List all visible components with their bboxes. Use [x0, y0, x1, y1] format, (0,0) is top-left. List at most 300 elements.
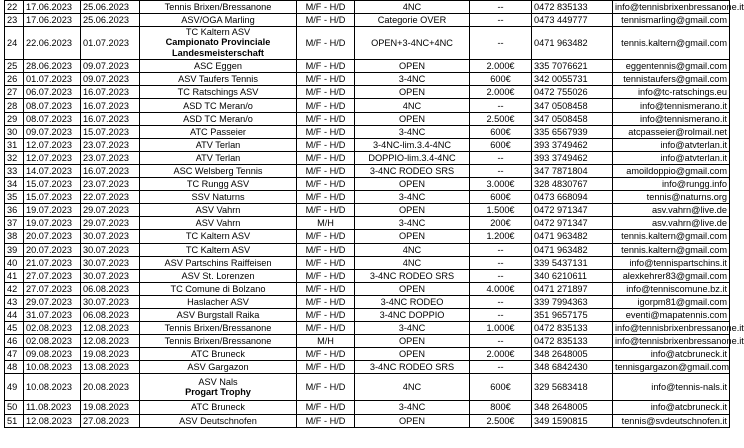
email-cell: [613, 125, 730, 138]
start-date-cell: [24, 73, 81, 86]
start-date-text: 12.08.2023: [26, 415, 72, 426]
phone-cell: [532, 204, 613, 217]
category-cell: [297, 14, 355, 27]
tournament-type-cell: [355, 335, 470, 348]
start-date-cell: [24, 112, 81, 125]
category-text: M/F - H/D: [305, 244, 346, 255]
category-cell: [297, 361, 355, 374]
prize-value: --: [497, 362, 504, 373]
prize-value: --: [497, 270, 504, 281]
category-cell: [297, 322, 355, 335]
category-text: M/F - H/D: [305, 283, 346, 294]
email-text[interactable]: eventi@mapatennis.com: [625, 310, 727, 321]
category-text: M/F - H/D: [305, 2, 346, 13]
prize-money-cell: [470, 204, 532, 217]
prize-money-cell: [470, 374, 532, 401]
email-text[interactable]: info@tennis-nals.it: [651, 382, 727, 393]
email-text[interactable]: info@rungg.info: [661, 179, 727, 190]
end-date-cell: [81, 151, 140, 164]
tournament-type-text: OPEN: [398, 87, 426, 98]
end-date-cell: [81, 86, 140, 99]
prize-value: --: [497, 2, 504, 13]
category-text: M/F - H/D: [305, 38, 346, 49]
tournament-type-text: 3-4NC-lim.3.4-4NC: [372, 139, 452, 150]
tournament-type-text: 3-4NC RODEO SRS: [369, 270, 455, 281]
table-row: [5, 112, 730, 125]
row-number-cell: [5, 295, 24, 308]
tournament-type-text: 4NC: [402, 2, 422, 13]
tournament-type-text: OPEN: [398, 415, 426, 426]
prize-value: --: [497, 257, 504, 268]
prize-money-cell: [470, 282, 532, 295]
tournament-type-cell: [355, 401, 470, 414]
email-cell: [613, 60, 730, 73]
club-cell: [140, 217, 297, 230]
end-date-cell: [81, 335, 140, 348]
row-number-text: 42: [7, 283, 18, 294]
start-date-cell: [24, 125, 81, 138]
start-date-text: 10.08.2023: [26, 362, 72, 373]
email-text[interactable]: info@atvterlan.it: [660, 152, 727, 163]
prize-value: 4.000€: [486, 283, 515, 294]
category-cell: [297, 217, 355, 230]
email-cell: [613, 295, 730, 308]
end-date-text: 30.07.2023: [83, 244, 129, 255]
table-row: [5, 243, 730, 256]
start-date-cell: [24, 308, 81, 321]
email-text[interactable]: tennismarling@gmail.com: [621, 15, 727, 26]
club-name: Haslacher ASV: [187, 296, 249, 307]
email-cell: [613, 256, 730, 269]
phone-text: 347 0508458: [534, 113, 588, 124]
email-text[interactable]: info@atvterlan.it: [660, 139, 727, 150]
club-name: ASV Taufers Tennis: [178, 74, 258, 85]
email-text[interactable]: eggentennis@gmail.com: [625, 61, 727, 72]
email-cell: [613, 230, 730, 243]
row-number-cell: [5, 86, 24, 99]
table-row: [5, 164, 730, 177]
club-cell: [140, 178, 297, 191]
email-cell: [613, 27, 730, 60]
email-cell: [613, 414, 730, 427]
phone-text: 340 6210611: [534, 270, 587, 281]
category-text: M/F - H/D: [305, 139, 346, 150]
club-name: ASD TC Meran/o: [183, 113, 253, 124]
start-date-text: 08.07.2023: [26, 113, 72, 124]
phone-cell: [532, 27, 613, 60]
email-text[interactable]: info@tennisbrixenbressanone.it: [615, 2, 744, 13]
tournament-type-text: 3-4NC DOPPIO: [379, 310, 445, 321]
email-text[interactable]: alexkehrer83@gmail.com: [622, 270, 727, 281]
table-row: [5, 60, 730, 73]
phone-cell: [532, 1, 613, 14]
category-cell: [297, 138, 355, 151]
category-cell: [297, 112, 355, 125]
club-cell: [140, 282, 297, 295]
table-row: [5, 348, 730, 361]
row-number-cell: [5, 348, 24, 361]
tournament-type-cell: [355, 204, 470, 217]
tournament-type-cell: [355, 414, 470, 427]
end-date-text: 23.07.2023: [83, 139, 129, 150]
prize-money-cell: [470, 230, 532, 243]
email-text[interactable]: amoildoppio@gmail.com: [626, 165, 727, 176]
phone-text: 0472 835133: [534, 323, 588, 334]
table-row: [5, 230, 730, 243]
phone-cell: [532, 401, 613, 414]
club-name: ATV Terlan: [195, 152, 241, 163]
start-date-text: 17.06.2023: [26, 15, 72, 26]
table-row: [5, 414, 730, 427]
email-cell: [613, 348, 730, 361]
email-text[interactable]: info@tennispartschins.it: [629, 257, 727, 268]
row-number-cell: [5, 256, 24, 269]
category-cell: [297, 178, 355, 191]
phone-cell: [532, 112, 613, 125]
phone-text: 339 7994363: [534, 296, 588, 307]
category-text: M/F - H/D: [305, 362, 346, 373]
club-name: ATC Bruneck: [191, 402, 245, 413]
tournament-type-cell: [355, 348, 470, 361]
tournament-subtitle: Campionato Provinciale Landesmeisterschaft: [165, 37, 271, 59]
email-text[interactable]: asv.vahrn@live.de: [651, 205, 727, 216]
category-text: M/H: [317, 218, 334, 229]
phone-cell: [532, 243, 613, 256]
phone-cell: [532, 178, 613, 191]
tournament-type-text: 4NC: [402, 382, 422, 393]
prize-money-cell: [470, 295, 532, 308]
row-number-cell: [5, 112, 24, 125]
prize-value: --: [497, 38, 504, 49]
row-number-cell: [5, 230, 24, 243]
prize-value: --: [497, 15, 504, 26]
end-date-text: 25.06.2023: [83, 2, 129, 13]
category-cell: [297, 151, 355, 164]
prize-money-cell: [470, 151, 532, 164]
category-cell: [297, 335, 355, 348]
tournament-type-text: 4NC: [402, 257, 422, 268]
prize-money-cell: [470, 1, 532, 14]
end-date-text: 23.07.2023: [83, 152, 129, 163]
row-number-cell: [5, 414, 24, 427]
club-cell: [140, 243, 297, 256]
phone-text: 349 1590815: [534, 415, 588, 426]
table-row: [5, 138, 730, 151]
row-number-text: 32: [7, 152, 18, 163]
email-cell: [613, 86, 730, 99]
email-text[interactable]: info@tc-ratschings.eu: [638, 87, 727, 98]
email-cell: [613, 361, 730, 374]
end-date-text: 30.07.2023: [83, 296, 129, 307]
end-date-text: 30.07.2023: [83, 270, 129, 281]
start-date-text: 02.08.2023: [26, 336, 72, 347]
prize-value: --: [497, 165, 504, 176]
start-date-text: 27.07.2023: [26, 270, 72, 281]
start-date-text: 01.07.2023: [26, 74, 72, 85]
start-date-cell: [24, 86, 81, 99]
start-date-text: 19.07.2023: [26, 205, 72, 216]
start-date-text: 21.07.2023: [26, 257, 72, 268]
end-date-cell: [81, 27, 140, 60]
club-name: ASC Welsberg Tennis: [173, 165, 263, 176]
club-name: TC Kaltern ASV: [185, 27, 251, 38]
email-cell: [613, 243, 730, 256]
row-number-text: 48: [7, 362, 18, 373]
phone-cell: [532, 86, 613, 99]
prize-money-cell: [470, 269, 532, 282]
start-date-cell: [24, 60, 81, 73]
prize-value: --: [497, 296, 504, 307]
start-date-cell: [24, 230, 81, 243]
start-date-cell: [24, 414, 81, 427]
row-number-cell: [5, 243, 24, 256]
end-date-cell: [81, 308, 140, 321]
phone-text: 339 5437131: [534, 257, 588, 268]
tournament-table-body: [5, 1, 744, 428]
club-name: ASV Gargazon: [187, 362, 249, 373]
category-text: M/F - H/D: [305, 192, 346, 203]
email-text[interactable]: tennis@svdeutschnofen.it: [621, 415, 727, 426]
phone-cell: [532, 414, 613, 427]
email-text[interactable]: info@tennisbrixenbressanone.it: [615, 336, 744, 347]
email-text[interactable]: info@tenniscomune.bz.it: [626, 283, 727, 294]
prize-value: 1.200€: [486, 231, 515, 242]
phone-text: 0473 668094: [534, 192, 588, 203]
end-date-cell: [81, 243, 140, 256]
row-number-cell: [5, 204, 24, 217]
start-date-cell: [24, 217, 81, 230]
category-cell: [297, 414, 355, 427]
row-number-cell: [5, 191, 24, 204]
row-number-text: 24: [7, 38, 18, 49]
end-date-text: 06.08.2023: [83, 310, 129, 321]
club-name: Tennis Brixen/Bressanone: [164, 323, 272, 334]
email-text[interactable]: asv.vahrn@live.de: [651, 218, 727, 229]
email-cell: [613, 217, 730, 230]
email-text[interactable]: tennis.kaltern@gmail.com: [621, 38, 727, 49]
email-text[interactable]: igorpm81@gmail.com: [637, 296, 727, 307]
email-text[interactable]: info@tennismerano.it: [640, 113, 727, 124]
end-date-cell: [81, 414, 140, 427]
phone-cell: [532, 73, 613, 86]
category-cell: [297, 191, 355, 204]
table-row: [5, 204, 730, 217]
club-name: ASV Nals: [198, 376, 238, 387]
email-text[interactable]: tennis@naturns.org: [646, 192, 727, 203]
prize-money-cell: [470, 335, 532, 348]
row-number-text: 37: [7, 218, 18, 229]
row-number-cell: [5, 178, 24, 191]
row-number-text: 51: [7, 415, 18, 426]
prize-value: 200€: [490, 218, 511, 229]
category-text: M/F - H/D: [305, 100, 346, 111]
tournament-type-cell: [355, 99, 470, 112]
prize-value: 600€: [490, 382, 511, 393]
email-cell: [613, 282, 730, 295]
end-date-text: 27.08.2023: [83, 415, 129, 426]
start-date-text: 27.07.2023: [26, 283, 72, 294]
row-number-text: 26: [7, 74, 18, 85]
row-number-cell: [5, 401, 24, 414]
category-text: M/F - H/D: [305, 205, 346, 216]
start-date-cell: [24, 164, 81, 177]
tournament-type-text: OPEN: [398, 179, 426, 190]
prize-value: --: [497, 100, 504, 111]
club-name: TC Ratschings ASV: [177, 87, 259, 98]
category-cell: [297, 125, 355, 138]
club-cell: [140, 348, 297, 361]
tournament-type-text: OPEN+3-4NC+4NC: [371, 38, 453, 49]
phone-text: 0471 271897: [534, 283, 588, 294]
phone-cell: [532, 125, 613, 138]
email-cell: [613, 178, 730, 191]
tournament-type-cell: [355, 282, 470, 295]
end-date-text: 09.07.2023: [83, 61, 129, 72]
club-cell: [140, 256, 297, 269]
end-date-text: 09.07.2023: [83, 74, 129, 85]
start-date-text: 15.07.2023: [26, 192, 72, 203]
start-date-cell: [24, 99, 81, 112]
row-number-text: 40: [7, 257, 18, 268]
club-name: ATC Bruneck: [191, 349, 245, 360]
start-date-text: 15.07.2023: [26, 179, 72, 190]
email-text[interactable]: tennis.kaltern@gmail.com: [621, 231, 727, 242]
club-name: ASD TC Meran/o: [183, 100, 253, 111]
start-date-cell: [24, 1, 81, 14]
category-text: M/F - H/D: [305, 126, 346, 137]
club-cell: [140, 14, 297, 27]
tournament-type-cell: [355, 27, 470, 60]
row-number-cell: [5, 99, 24, 112]
prize-value: 1.000€: [486, 323, 515, 334]
club-name: SSV Naturns: [191, 192, 245, 203]
row-number-text: 28: [7, 100, 18, 111]
club-cell: [140, 374, 297, 401]
row-number-cell: [5, 151, 24, 164]
email-text[interactable]: info@atcbruneck.it: [650, 402, 727, 413]
end-date-text: 16.07.2023: [83, 87, 129, 98]
email-text[interactable]: tennistaufers@gmail.com: [623, 74, 727, 85]
tournament-type-text: OPEN: [398, 113, 426, 124]
phone-text: 0472 835133: [534, 2, 588, 13]
email-text[interactable]: atcpasseier@rolmail.net: [628, 126, 727, 137]
phone-text: 329 5683418: [534, 382, 588, 393]
row-number-text: 36: [7, 205, 18, 216]
tournament-type-text: 3-4NC: [398, 323, 426, 334]
end-date-cell: [81, 269, 140, 282]
start-date-text: 31.07.2023: [26, 310, 72, 321]
club-cell: [140, 361, 297, 374]
prize-value: --: [497, 336, 504, 347]
end-date-cell: [81, 217, 140, 230]
email-cell: [613, 322, 744, 335]
club-name: ASV/OGA Marling: [181, 15, 255, 26]
category-text: M/F - H/D: [305, 382, 346, 393]
phone-cell: [532, 151, 613, 164]
end-date-text: 16.07.2023: [83, 100, 129, 111]
email-text[interactable]: info@tennismerano.it: [640, 100, 727, 111]
tournament-type-cell: [355, 86, 470, 99]
row-number-cell: [5, 14, 24, 27]
tournament-type-cell: [355, 322, 470, 335]
club-name: Tennis Brixen/Bressanone: [164, 2, 272, 13]
club-cell: [140, 73, 297, 86]
phone-cell: [532, 282, 613, 295]
category-cell: [297, 27, 355, 60]
row-number-text: 23: [7, 15, 18, 26]
tournament-type-text: Categorie OVER: [377, 15, 447, 26]
prize-money-cell: [470, 217, 532, 230]
start-date-cell: [24, 348, 81, 361]
end-date-cell: [81, 14, 140, 27]
club-cell: [140, 269, 297, 282]
club-name: ASV Burgstall Raika: [176, 310, 260, 321]
category-text: M/F - H/D: [305, 74, 346, 85]
prize-money-cell: [470, 164, 532, 177]
phone-cell: [532, 295, 613, 308]
phone-text: 0471 963482: [534, 244, 588, 255]
table-row: [5, 295, 730, 308]
phone-text: 0471 963482: [534, 231, 588, 242]
email-text[interactable]: info@atcbruneck.it: [650, 349, 727, 360]
tournament-type-cell: [355, 256, 470, 269]
start-date-text: 17.06.2023: [26, 2, 72, 13]
start-date-cell: [24, 269, 81, 282]
tournament-type-text: 4NC: [402, 100, 422, 111]
club-name: ASV Vahrn: [195, 218, 241, 229]
category-cell: [297, 295, 355, 308]
category-cell: [297, 204, 355, 217]
table-row: [5, 269, 730, 282]
club-cell: [140, 322, 297, 335]
end-date-text: 19.08.2023: [83, 349, 129, 360]
prize-money-cell: [470, 112, 532, 125]
tournament-type-cell: [355, 60, 470, 73]
start-date-text: 19.07.2023: [26, 218, 72, 229]
end-date-text: 15.07.2023: [83, 126, 129, 137]
row-number-cell: [5, 164, 24, 177]
prize-value: --: [497, 310, 504, 321]
phone-cell: [532, 138, 613, 151]
row-number-text: 25: [7, 61, 18, 72]
row-number-cell: [5, 308, 24, 321]
start-date-cell: [24, 256, 81, 269]
phone-cell: [532, 164, 613, 177]
prize-money-cell: [470, 125, 532, 138]
row-number-cell: [5, 27, 24, 60]
category-text: M/F - H/D: [305, 231, 346, 242]
prize-money-cell: [470, 361, 532, 374]
phone-text: 0471 963482: [534, 38, 588, 49]
row-number-text: 27: [7, 87, 18, 98]
tournament-type-text: OPEN: [398, 283, 426, 294]
row-number-text: 41: [7, 270, 18, 281]
start-date-cell: [24, 243, 81, 256]
table-row: [5, 178, 730, 191]
club-cell: [140, 191, 297, 204]
email-text[interactable]: tennis.kaltern@gmail.com: [621, 244, 727, 255]
table-row: [5, 374, 730, 401]
email-text[interactable]: info@tennisbrixenbressanone.it: [615, 323, 744, 334]
row-number-text: 22: [7, 2, 18, 13]
table-row: [5, 27, 730, 60]
table-row: [5, 86, 730, 99]
email-cell: [613, 1, 744, 14]
end-date-cell: [81, 99, 140, 112]
category-cell: [297, 60, 355, 73]
email-text[interactable]: tennisgargazon@gmail.com: [615, 362, 730, 373]
prize-value: --: [497, 244, 504, 255]
